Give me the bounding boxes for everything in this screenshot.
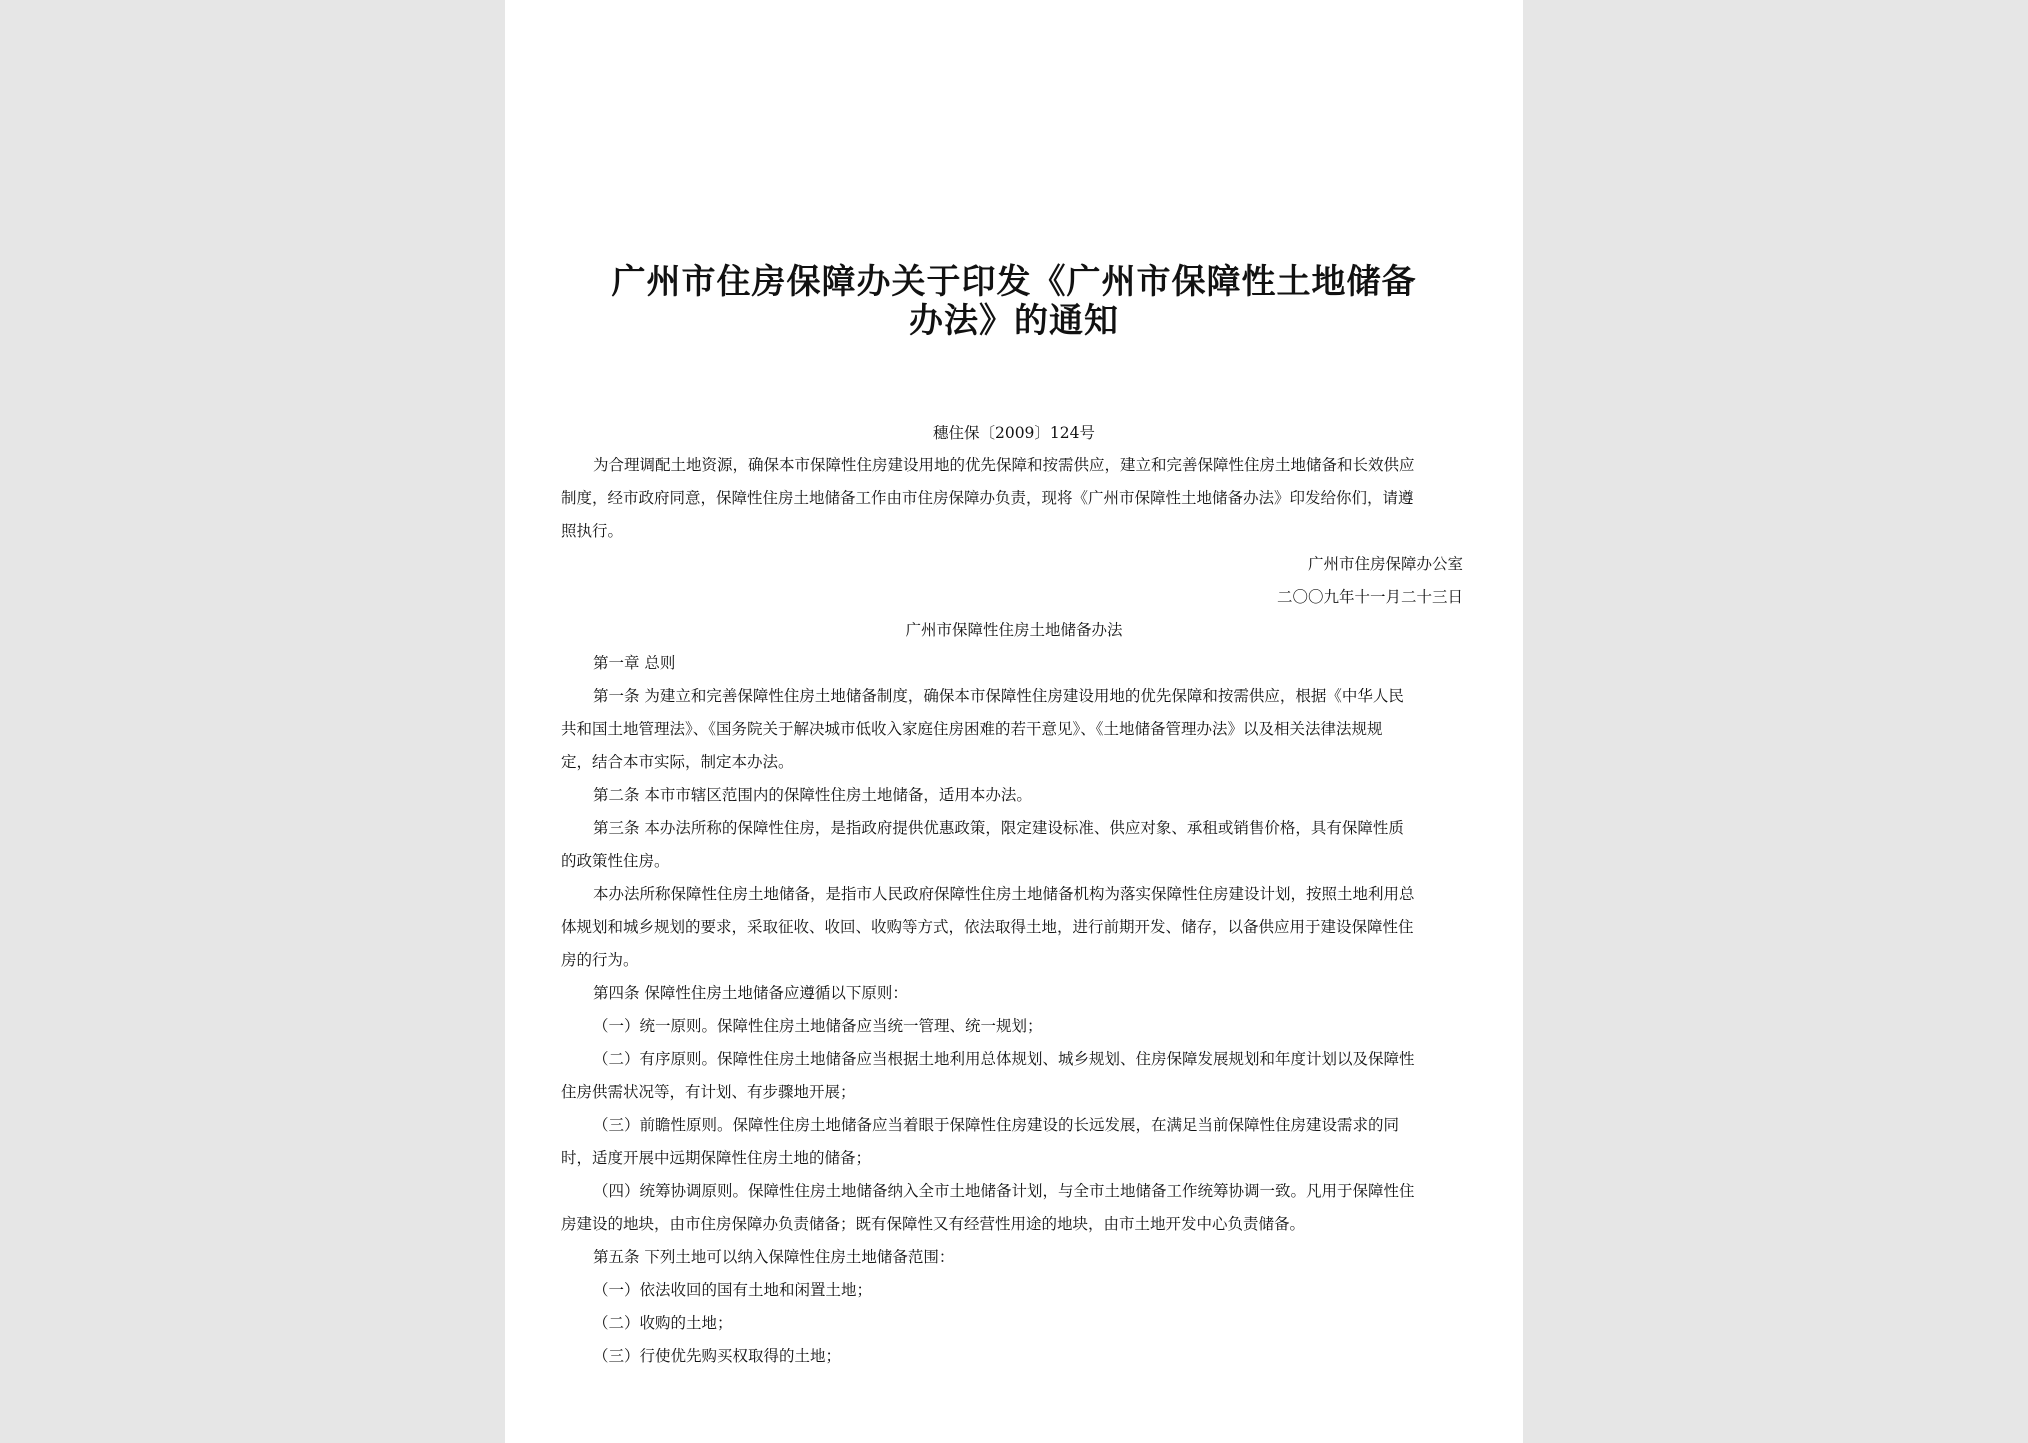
article-line: 第三条 本办法所称的保障性住房，是指政府提供优惠政策，限定建设标准、供应对象、承租或销售价格，具有保障性质 (593, 819, 1404, 837)
principle-line: 时，适度开展中远期保障性住房土地的储备； (561, 1149, 872, 1167)
chapter-heading: 第一章 总则 (593, 654, 676, 672)
article-line: 定，结合本市实际，制定本办法。 (561, 753, 794, 771)
article-line: 的政策性住房。 (561, 852, 670, 870)
intro-line: 照执行。 (561, 522, 624, 540)
article-line: 第五条 下列土地可以纳入保障性住房土地储备范围： (593, 1248, 955, 1266)
principle-line: 房建设的地块，由市住房保障办负责储备；既有保障性又有经营性用途的地块，由市土地开发中心负责储备。 (561, 1215, 1306, 1233)
article-line: 本办法所称保障性住房土地储备，是指市人民政府保障性住房土地储备机构为落实保障性住房建设计划，按照土地利用总 (593, 885, 1415, 903)
article-line: 第二条 本市市辖区范围内的保障性住房土地储备，适用本办法。 (593, 786, 1032, 804)
article-line: 房的行为。 (561, 951, 639, 969)
article-line: 第一条 为建立和完善保障性住房土地储备制度，确保本市保障性住房建设用地的优先保障和按需供应，根据《中华人民 (593, 687, 1404, 705)
article-line: 共和国土地管理法》、《国务院关于解决城市低收入家庭住房困难的若干意见》、《土地储备管理办法》以及相关法律法规规 (561, 720, 1383, 738)
document-page (505, 0, 1523, 1443)
document-title-line2: 办法》的通知 (909, 301, 1119, 341)
scope-line: （二）收购的土地； (593, 1314, 733, 1332)
principle-line: （二）有序原则。保障性住房土地储备应当根据土地利用总体规划、城乡规划、住房保障发展规划和年度计划以及保障性 (593, 1050, 1415, 1068)
scope-line: （三）行使优先购买权取得的土地； (593, 1347, 842, 1365)
scope-line: （一）依法收回的国有土地和闲置土地； (593, 1281, 873, 1299)
principle-line: （四）统筹协调原则。保障性住房土地储备纳入全市土地储备计划，与全市土地储备工作统筹协调一致。凡用于保障性住 (593, 1182, 1415, 1200)
document-title-line1: 广州市住房保障办关于印发《广州市保障性土地储备 (611, 262, 1417, 302)
issue-date: 二〇〇九年十一月二十三日 (1276, 588, 1463, 606)
principle-line: 住房供需状况等，有计划、有步骤地开展； (561, 1083, 856, 1101)
article-line: 第四条 保障性住房土地储备应遵循以下原则： (593, 984, 908, 1002)
document-number: 穗住保〔2009〕124号 (932, 424, 1096, 442)
intro-line: 制度，经市政府同意，保障性住房土地储备工作由市住房保障办负责，现将《广州市保障性土地储备办法》印发给你们，请遵 (561, 489, 1414, 507)
issuer: 广州市住房保障办公室 (1307, 555, 1463, 573)
principle-line: （三）前瞻性原则。保障性住房土地储备应当着眼于保障性住房建设的长远发展，在满足当前保障性住房建设需求的同 (593, 1116, 1400, 1134)
principle-line: （一）统一原则。保障性住房土地储备应当统一管理、统一规划； (593, 1017, 1043, 1035)
article-line: 体规划和城乡规划的要求，采取征收、收回、收购等方式，依法取得土地，进行前期开发、储存，以备供应用于建设保障性住 (561, 918, 1414, 936)
measures-title: 广州市保障性住房土地储备办法 (905, 621, 1123, 639)
intro-line: 为合理调配土地资源，确保本市保障性住房建设用地的优先保障和按需供应，建立和完善保障性住房土地储备和长效供应 (593, 456, 1415, 474)
